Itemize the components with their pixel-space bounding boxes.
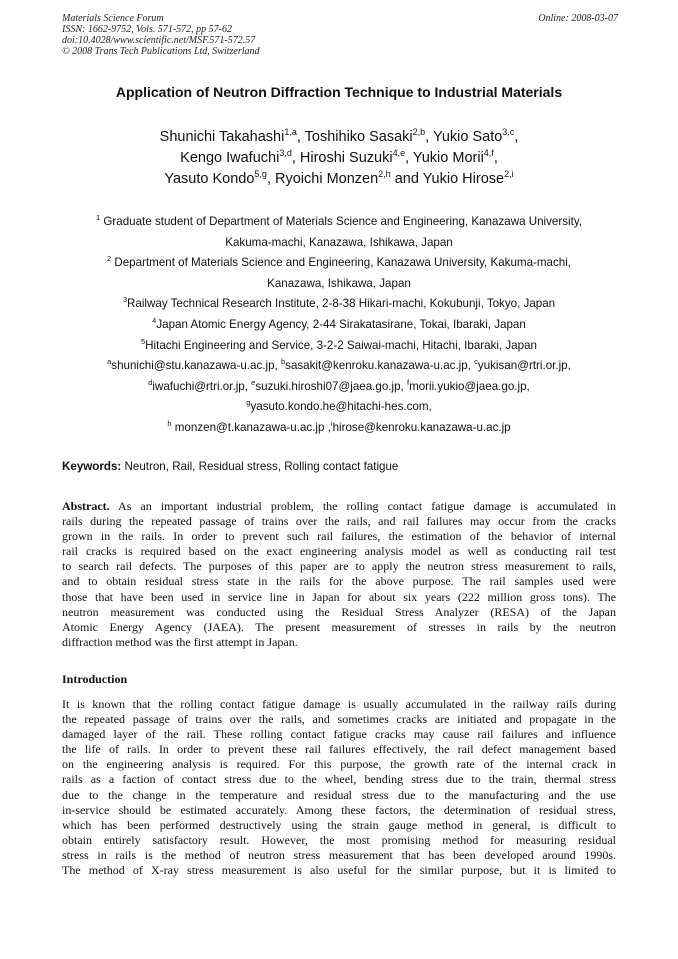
author-line-3 (0, 169, 678, 190)
intro-line: damaged layer of the rail. These rolling contact fatigue cracks may cause rail failures and influence (62, 727, 616, 742)
author-name: Toshihiko Sasaki (304, 129, 413, 145)
abstract-line: to search rail defects. The purposes of this paper are to apply the neutron stress measurement to rails, (62, 559, 616, 574)
email-sup: e (251, 377, 256, 387)
journal-name: Materials Science Forum (62, 13, 164, 24)
affiliation-2 (0, 253, 678, 274)
abstract-line: neutron measurement was conducted using the Residual Stress Analyzer (RESA) of the Japan (62, 604, 616, 619)
email-line-1 (0, 356, 678, 377)
affiliation-4 (0, 315, 678, 336)
author-name: Yasuto Kondo (164, 171, 255, 187)
intro-line: in-service should be estimated accurately. Among these factors, the determination of residual stress, (62, 802, 616, 817)
author-affil-sup: 2,b (412, 127, 426, 137)
intro-line: stress in rails is the method of neutron stress measurement that has been developed around 1990s. (62, 847, 616, 862)
affiliation-sup: 4 (152, 315, 157, 325)
author-name: Yukio Morii (412, 150, 484, 166)
author-separator: , (514, 129, 519, 145)
abstract-line (62, 499, 616, 514)
abstract-line: those that have been used in service line in Japan for about six years (222 million gross tons). The (62, 589, 616, 604)
author-name: Ryoichi Monzen (275, 171, 379, 187)
email-line-3 (0, 397, 678, 418)
email-sup: g (246, 398, 251, 408)
author-line-1 (0, 127, 678, 148)
doi-line: doi:10.4028/www.scientific.net/MSF.571-572.57 (62, 35, 256, 46)
affiliation-sup: 3 (122, 295, 128, 305)
author-affil-sup: 3,c (502, 127, 515, 137)
keywords (62, 460, 398, 473)
email-address: shunichi@stu.kanazawa-u.ac.jp, (111, 359, 281, 373)
affiliation-2-cont: Kanazawa, Ishikawa, Japan (267, 276, 411, 290)
author-separator: , (266, 171, 275, 187)
email-sup: d (148, 377, 153, 387)
affiliation-text: Railway Technical Research Institute, 2-8-38 Hikari-machi, Kokubunji, Tokyo, Japan (127, 297, 556, 311)
email-sup: a (107, 357, 112, 367)
author-name: Yukio Hirose (422, 171, 505, 187)
email-address: suzuki.hiroshi07@jaea.go.jp, (255, 379, 407, 393)
abstract-line: grown in the rails. In order to prevent such rail failures, the estimation of the behavior of internal (62, 529, 616, 544)
intro-line: rails as a faction of contact stress due to the wheel, bending stress due to the train, thermal stress (62, 772, 616, 787)
email-sup: b (280, 357, 286, 367)
abstract-line: rail cracks is required based on the exact engineering analysis model as well as conducting rail test (62, 544, 616, 559)
intro-line: due to the change in the temperature and residual stress due to the manufacturing and the use (62, 787, 616, 802)
introduction-body (62, 697, 616, 878)
abstract-line-text: As an important industrial problem, the rolling contact fatigue damage is accumulated in (109, 499, 616, 513)
email-sup: i (330, 418, 333, 428)
author-name: Yukio Sato (432, 129, 503, 145)
author-affil-sup: 4,f (483, 148, 494, 158)
abstract-label: Abstract. (62, 499, 110, 513)
email-address: hirose@kenroku.kanazawa-u.ac.jp (332, 420, 511, 434)
intro-line: The method of X-ray stress measurement is also useful for the similar purpose, but it is limited to (62, 863, 616, 878)
author-affil-sup: 3,d (279, 148, 292, 158)
email-address: yasuto.kondo.he@hitachi-hes.com, (250, 400, 432, 414)
intro-line: the repeated passage of trains over the rails, and sometimes cracks are initiated and propagate in the (62, 712, 616, 727)
email-sup: h (167, 418, 172, 428)
keywords-text: Neutron, Rail, Residual stress, Rolling contact fatigue (121, 460, 399, 473)
abstract-line: and to obtain residual stress state in the rails for the above purpose. The rail samples used were (62, 574, 616, 589)
email-address: morii.yukio@jaea.go.jp, (409, 379, 530, 393)
affiliation-sup: 2 (106, 254, 112, 264)
copyright-line: © 2008 Trans Tech Publications Ltd, Switzerland (62, 46, 260, 57)
author-affil-sup: 2,i (504, 169, 514, 179)
abstract-line: rails during the repeated passage of trains over the rails, and rail failures may occur from the cracks (62, 514, 616, 529)
email-line-2 (0, 377, 678, 398)
author-separator: , (405, 150, 413, 166)
section-heading-introduction: Introduction (62, 672, 128, 686)
affiliation-sup: 1 (95, 213, 101, 222)
author-affil-sup: 2,h (378, 169, 391, 179)
email-sup: f (406, 377, 410, 387)
author-affil-sup: 4,e (392, 148, 406, 158)
affiliation-1 (0, 212, 678, 233)
paper-title: Application of Neutron Diffraction Technique to Industrial Materials (115, 84, 563, 100)
affiliation-sup: 5 (141, 336, 146, 346)
keywords-label: Keywords: (62, 460, 122, 473)
author-name: Kengo Iwafuchi (180, 150, 280, 166)
email-sup: c (474, 357, 478, 367)
intro-line: which has been performed destructively using the strain gauge method in general, is difficult to (62, 817, 616, 832)
abstract-line: diffraction method was the first attempt in Japan. (62, 634, 298, 649)
affiliations (0, 212, 678, 439)
intro-line: It is known that the rolling contact fatigue damage is usually accumulated in the railway rails during (62, 697, 616, 711)
issn-line: ISSN: 1662-9752, Vols. 571-572, pp 57-62 (62, 24, 232, 35)
intro-line: the life of rails. In order to prevent these rail failures effectively, the rail defect management based (62, 742, 616, 757)
email-address: iwafuchi@rtri.or.jp, (152, 379, 252, 393)
email-address: monzen@t.kanazawa-u.ac.jp , (171, 420, 331, 434)
intro-line: obtain entirely satisfactory result. However, the most promising method for measuring residual (62, 832, 616, 847)
author-separator: , (425, 129, 433, 145)
author-affil-sup: 1,a (284, 127, 297, 137)
author-list (0, 127, 678, 190)
affiliation-text: Department of Materials Science and Engineering, Kanazawa University, Kakuma-machi, (111, 256, 572, 270)
author-line-2 (0, 148, 678, 169)
email-address: yukisan@rtri.or.jp, (477, 359, 571, 373)
author-name: Hiroshi Suzuki (299, 150, 393, 166)
affiliation-3 (0, 294, 678, 315)
author-separator: , (493, 150, 498, 166)
abstract (62, 499, 616, 650)
author-separator: , (291, 150, 300, 166)
affiliation-text: Hitachi Engineering and Service, 3-2-2 Saiwai-machi, Hitachi, Ibaraki, Japan (145, 338, 537, 352)
abstract-line: Atomic Energy Agency (JAEA). The present measurement of stresses in rails by the neutron (62, 619, 616, 634)
author-separator: and (390, 171, 423, 187)
journal-header (62, 13, 618, 57)
author-separator: , (296, 129, 305, 145)
author-name: Shunichi Takahashi (159, 129, 285, 145)
affiliation-5 (0, 336, 678, 357)
online-date: Online: 2008-03-07 (538, 13, 618, 24)
email-line-4 (0, 418, 678, 439)
affiliation-text: Graduate student of Department of Materials Science and Engineering, Kanazawa University, (100, 215, 582, 228)
intro-line: on the engineering analysis is required. For this purpose, the growth rate of the internal crack in (62, 757, 616, 772)
affiliation-1-cont: Kakuma-machi, Kanazawa, Ishikawa, Japan (225, 235, 453, 249)
affiliation-text: Japan Atomic Energy Agency, 2-44 Sirakatasirane, Tokai, Ibaraki, Japan (156, 317, 526, 331)
author-affil-sup: 5,g (254, 169, 267, 179)
email-address: sasakit@kenroku.kanazawa-u.ac.jp, (285, 359, 475, 373)
